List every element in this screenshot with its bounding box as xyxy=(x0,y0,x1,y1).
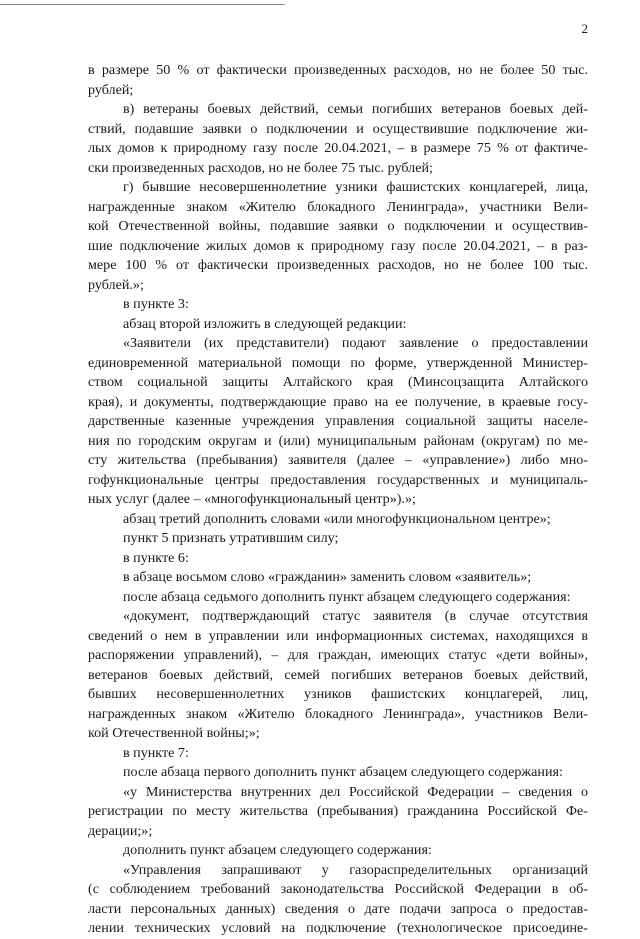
text-line: ных услуг (далее – «многофункциональный центр»).»; xyxy=(88,491,416,507)
text-line: награжденных знаком «Жителю блокадного Ленинграда», участников Вели- xyxy=(88,705,588,722)
text-line: ствий, подавшие заявки о подключении и осуществившие подключение жи- xyxy=(88,120,588,137)
text-line: в пункте 6: xyxy=(123,549,189,566)
text-line: ски произведенных расходов, но не более 75 тыс. рублей; xyxy=(88,159,433,176)
text-line: кой Отечественной войны;»; xyxy=(88,725,260,741)
text-line: регистрации по месту жительства (пребывания) гражданина Российской Фе- xyxy=(88,803,588,819)
text-line: «документ, подтверждающий статус заявителя (в случае отсутствия xyxy=(123,608,588,624)
text-line: в размере 50 % от фактически произведенных расходов, но не более 50 тыс. xyxy=(88,62,588,78)
text-line: шие подключение жилых домов к природному газу после 20.04.2021, – в раз- xyxy=(88,237,588,254)
text-line: «Управления запрашивают у газораспределительных организаций xyxy=(123,861,588,878)
text-line: рублей; xyxy=(88,81,134,98)
text-line: ветеранов боевых действий, семей погибших ветеранов боевых действий, xyxy=(88,666,588,683)
text-line: «у Министерства внутренних дел Российской Федерации – сведения о xyxy=(123,783,588,800)
text-line: кой Отечественной войны, подавшие заявки о подключении и осуществив- xyxy=(88,218,588,234)
text-line: сту жительства (пребывания) заявителя (далее – «управление») либо мно- xyxy=(88,452,588,468)
text-line: сведений о нем в управлении или информационных системах, находящихся в xyxy=(88,627,588,644)
text-line: лых домов к природному газу после 20.04.2021, – в размере 75 % от фактиче- xyxy=(88,140,588,156)
text-line: дополнить пункт абзацем следующего содержания: xyxy=(123,842,432,858)
text-line: в) ветераны боевых действий, семьи погибших ветеранов боевых дей- xyxy=(123,101,588,117)
text-line: ласти персональных данных) сведения о дате подачи запроса о предостав- xyxy=(88,900,588,917)
text-line: пункт 5 признать утратившим силу; xyxy=(123,530,339,546)
text-line: ния по городским округам и (или) муниципальным районам (округам) по ме- xyxy=(88,432,588,449)
top-divider xyxy=(0,4,285,5)
text-line: дарственные казенные учреждения управления социальной защиты населе- xyxy=(88,413,588,429)
page-number: 2 xyxy=(581,21,588,36)
text-line: после абзаца первого дополнить пункт абзацем следующего содержания: xyxy=(123,764,563,780)
text-line: гофункциональные центры предоставления государственных и муниципаль- xyxy=(88,471,588,488)
text-line: в абзаце восьмом слово «гражданин» заменить словом «заявитель»; xyxy=(123,569,532,585)
text-line: дерации;»; xyxy=(88,822,153,839)
text-line: бывших несовершеннолетних узников фашистских концлагерей, лиц, xyxy=(88,686,588,702)
text-line: (с соблюдением требований законодательства Российской Федерации в об- xyxy=(88,881,588,897)
text-line: ством социальной защиты Алтайского края (Минсоцзащита Алтайского xyxy=(88,374,588,390)
text-line: в пункте 7: xyxy=(123,744,189,761)
text-line: распоряжении управлений), – для граждан, имеющих статус «дети войны», xyxy=(88,647,588,663)
text-line: абзац второй изложить в следующей редакции: xyxy=(123,315,407,332)
text-line: «Заявители (их представители) подают заявление о предоставлении xyxy=(123,335,588,351)
text-line: после абзаца седьмого дополнить пункт абзацем следующего содержания: xyxy=(123,588,571,605)
text-line: г) бывшие несовершеннолетние узники фашистских концлагерей, лица, xyxy=(123,179,588,195)
text-line: награжденные знаком «Жителю блокадного Ленинграда», участники Вели- xyxy=(88,198,588,215)
document-body xyxy=(88,61,588,939)
text-line: лении технических условий на подключение (технологическое присоедине- xyxy=(88,920,588,936)
text-line: в пункте 3: xyxy=(123,296,189,312)
text-line: единовременной материальной помощи по форме, утвержденной Министер- xyxy=(88,354,588,371)
text-line: края), и документы, подтверждающие право на ее получение, в краевые госу- xyxy=(88,393,588,410)
text-line: рублей.»; xyxy=(88,276,144,293)
text-line: абзац третий дополнить словами «или многофункциональном центре»; xyxy=(123,510,551,527)
text-line: мере 100 % от фактически произведенных расходов, но не более 100 тыс. xyxy=(88,257,588,273)
